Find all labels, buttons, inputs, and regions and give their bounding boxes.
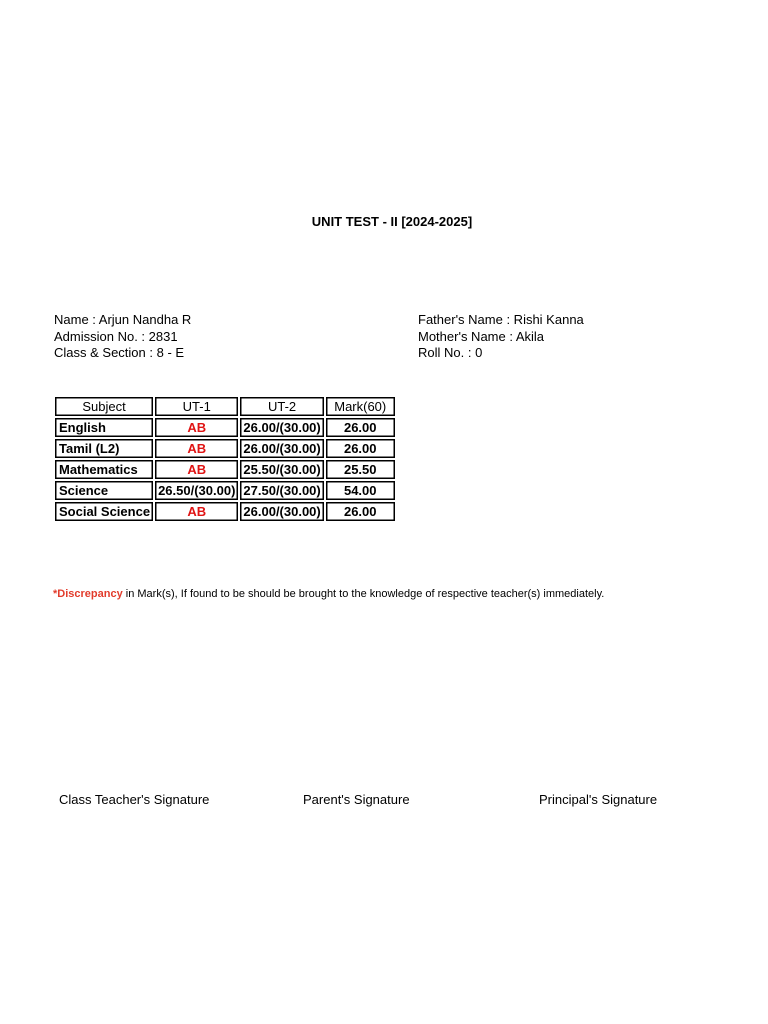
mark-cell: 26.00 xyxy=(326,439,395,458)
table-row xyxy=(55,502,395,521)
admission-number: Admission No. : 2831 xyxy=(54,328,178,344)
table-row xyxy=(55,439,395,458)
ut2-cell: 26.00/(30.00) xyxy=(240,439,323,458)
marks-table xyxy=(53,395,397,523)
mark-cell: 54.00 xyxy=(326,481,395,500)
table-row xyxy=(55,481,395,500)
class-teacher-signature: Class Teacher's Signature xyxy=(59,792,210,807)
header-ut2: UT-2 xyxy=(240,397,323,416)
discrepancy-note xyxy=(53,588,604,600)
report-title: UNIT TEST - II [2024-2025] xyxy=(311,214,473,229)
ut1-cell: AB xyxy=(155,502,238,521)
ut2-cell: 25.50/(30.00) xyxy=(240,460,323,479)
ut2-cell: 27.50/(30.00) xyxy=(240,481,323,500)
ut1-cell: AB xyxy=(155,460,238,479)
parent-signature: Parent's Signature xyxy=(303,792,410,807)
student-name: Name : Arjun Nandha R xyxy=(54,312,192,327)
table-header-row xyxy=(55,397,395,416)
principal-signature: Principal's Signature xyxy=(539,792,658,807)
subject-cell: Tamil (L2) xyxy=(55,439,153,458)
ut1-cell: AB xyxy=(155,439,238,458)
subject-cell: Social Science xyxy=(55,502,153,521)
table-row xyxy=(55,418,395,437)
roll-number: Roll No. : 0 xyxy=(418,345,483,360)
discrepancy-label: *Discrepancy xyxy=(53,588,123,600)
student-info-left xyxy=(54,312,191,362)
student-info-right xyxy=(418,312,584,362)
ut1-cell: AB xyxy=(155,418,238,437)
ut1-cell: 26.50/(30.00) xyxy=(155,481,238,500)
ut2-cell: 26.00/(30.00) xyxy=(240,502,323,521)
ut2-cell: 26.00/(30.00) xyxy=(240,418,323,437)
header-ut1: UT-1 xyxy=(155,397,238,416)
mark-cell: 25.50 xyxy=(326,460,395,479)
mark-cell: 26.00 xyxy=(326,418,395,437)
father-name: Father's Name : Rishi Kanna xyxy=(418,312,584,327)
mark-cell: 26.00 xyxy=(326,502,395,521)
subject-cell: Mathematics xyxy=(55,460,153,479)
subject-cell: English xyxy=(55,418,153,437)
header-subject: Subject xyxy=(55,397,153,416)
class-section: Class & Section : 8 - E xyxy=(54,345,185,360)
mother-name: Mother's Name : Akila xyxy=(418,328,545,344)
subject-cell: Science xyxy=(55,481,153,500)
header-mark: Mark(60) xyxy=(326,397,395,416)
table-row xyxy=(55,460,395,479)
discrepancy-text: in Mark(s), If found to be should be brought to the knowledge of respective teacher(s) immediately. xyxy=(122,588,605,600)
